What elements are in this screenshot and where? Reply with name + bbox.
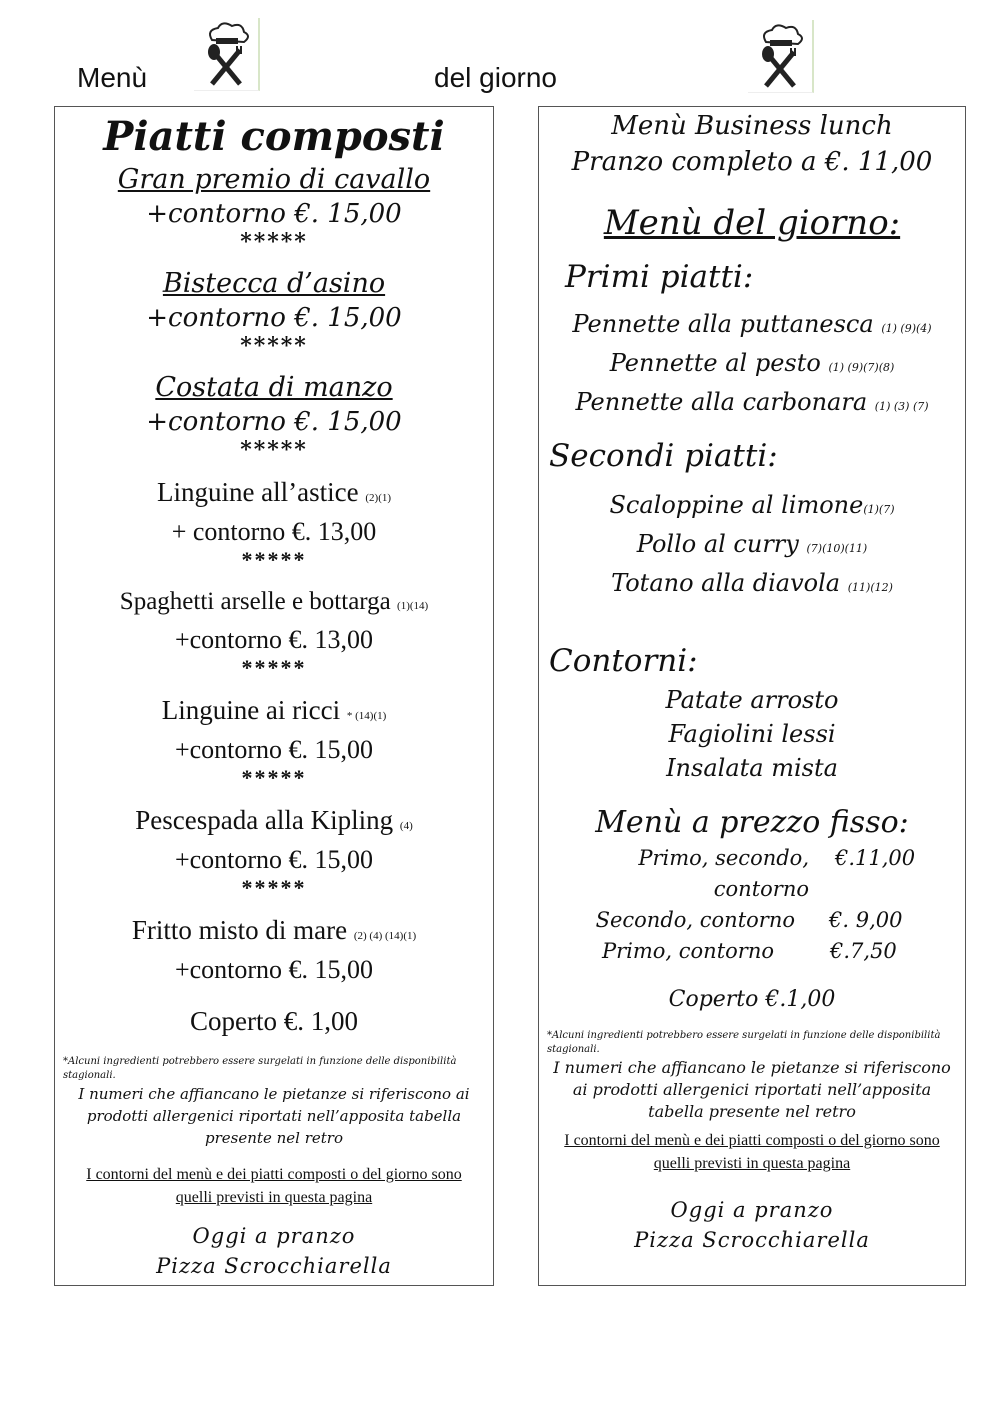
menu-item <box>539 346 965 385</box>
menu-item-name: Pollo al curry <box>636 530 799 558</box>
fisso-row <box>539 936 965 967</box>
header-menu-word: Menù <box>77 62 148 93</box>
dish-price: +contorno €. 15,00 <box>146 199 402 229</box>
contorni-note: I contorni del menù e dei piatti composti o del giorno sono quelli previsti in questa pagina <box>86 1166 462 1206</box>
dish-item <box>55 163 493 267</box>
allergen-codes: (1)(14) <box>397 600 429 612</box>
contorni-list <box>539 683 965 785</box>
primi-list <box>539 307 965 424</box>
separator: ***** <box>240 437 308 463</box>
dish-name: Linguine ai ricci <box>161 695 341 725</box>
menu-item-name: Scaloppine al limone <box>609 491 864 519</box>
frozen-ingredients-note: *Alcuni ingredienti potrebbero essere surgelati in funzione delle disponibilità stagionali. <box>547 1030 941 1055</box>
fisso-price: €.7,50 <box>830 939 897 963</box>
allergen-codes: (7)(10)(11) <box>806 542 868 555</box>
primi-heading: Primi piatti: <box>565 259 754 295</box>
fisso-name: Primo, contorno <box>601 939 774 963</box>
allergen-note: I numeri che affiancano le pietanze si riferiscono ai prodotti allergenici riportati nell’apposita tabella presente nel retro <box>78 1085 470 1147</box>
fisso-row <box>539 843 965 905</box>
menu-item <box>539 566 965 605</box>
dish-item <box>55 371 493 475</box>
separator: ***** <box>241 547 307 572</box>
allergen-codes: (4) <box>399 820 413 832</box>
dish-name: Costata di manzo <box>155 372 393 403</box>
piatti-composti-panel <box>54 106 494 1286</box>
dish-price: + contorno €. 13,00 <box>171 517 377 546</box>
separator: ***** <box>240 229 308 255</box>
chef-logo-graphic <box>748 20 812 92</box>
fisso-price: €.11,00 <box>835 846 916 870</box>
allergen-codes: (1) (9)(4) <box>881 322 932 335</box>
fisso-name: Primo, secondo, contorno <box>638 846 809 901</box>
dish-price: +contorno €. 15,00 <box>174 955 374 984</box>
contorno-item: Patate arrosto <box>665 686 839 714</box>
separator: ***** <box>241 875 307 900</box>
allergen-codes: (2)(1) <box>365 492 392 504</box>
dish-price: +contorno €. 15,00 <box>174 735 374 764</box>
business-lunch-heading: Menù Business lunch <box>611 111 893 141</box>
dish-name: Gran premio di cavallo <box>117 164 431 195</box>
menu-del-giorno-title: Menù del giorno: <box>603 203 901 243</box>
menu-item-name: Pennette al pesto <box>609 349 821 377</box>
dish-name: Bistecca d’asino <box>162 268 386 299</box>
prezzo-fisso-list <box>539 843 965 967</box>
menu-item <box>539 307 965 346</box>
menu-item <box>539 488 965 527</box>
frozen-ingredients-note: *Alcuni ingredienti potrebbero essere surgelati in funzione delle disponibilità stagionali. <box>63 1056 457 1081</box>
dish-item <box>55 475 493 585</box>
menu-item <box>539 527 965 566</box>
header-giorno-word: del giorno <box>434 62 557 93</box>
business-lunch-price: Pranzo completo a €. 11,00 <box>571 147 933 177</box>
allergen-codes: (2) (4) (14)(1) <box>353 930 417 942</box>
secondi-heading: Secondi piatti: <box>549 438 778 474</box>
allergen-codes: (1) (3) (7) <box>874 400 929 413</box>
menu-item-name: Pennette alla carbonara <box>575 388 868 416</box>
contorni-heading: Contorni: <box>549 643 698 679</box>
dish-price: +contorno €. 15,00 <box>146 407 402 437</box>
dish-price: +contorno €. 15,00 <box>174 845 374 874</box>
contorno-item: Insalata mista <box>666 754 838 782</box>
chef-logo-graphic <box>194 18 258 90</box>
dish-item <box>55 803 493 913</box>
contorni-note: I contorni del menù e dei piatti composti o del giorno sono quelli previsti in questa pagina <box>564 1132 940 1172</box>
separator: ***** <box>240 333 308 359</box>
allergen-codes: (1)(7) <box>863 503 895 516</box>
contorno-item: Fagiolini lessi <box>668 720 836 748</box>
coperto-price: Coperto €. 1,00 <box>190 1006 358 1036</box>
separator: ***** <box>241 765 307 790</box>
allergen-codes: (11)(12) <box>847 581 893 594</box>
dish-name: Linguine all’astice <box>156 477 359 507</box>
fisso-price: €. 9,00 <box>829 908 903 932</box>
menu-item-name: Totano alla diavola <box>611 569 841 597</box>
allergen-codes: (1) (9)(7)(8) <box>828 361 895 374</box>
chef-hat-cutlery-icon <box>748 20 814 93</box>
dish-item <box>55 585 493 693</box>
pizza-line-2: Pizza Scrocchiarella <box>156 1254 392 1278</box>
dish-item <box>55 693 493 803</box>
chef-hat-cutlery-icon <box>194 18 260 91</box>
pizza-line-1: Oggi a pranzo <box>670 1198 834 1222</box>
prezzo-fisso-title: Menù a prezzo fisso: <box>595 805 909 840</box>
dish-item <box>55 913 493 987</box>
dish-name: Spaghetti arselle e bottarga <box>119 588 391 615</box>
dish-item <box>55 267 493 371</box>
allergen-codes: * (14)(1) <box>346 710 387 722</box>
panel-title: Piatti composti <box>103 113 445 160</box>
dish-price: +contorno €. 13,00 <box>174 625 374 654</box>
dish-name: Fritto misto di mare <box>131 915 348 945</box>
coperto-price: Coperto €.1,00 <box>668 987 836 1012</box>
allergen-note: I numeri che affiancano le pietanze si riferiscono ai prodotti allergenici riportati nell’apposita tabella presente nel retro <box>553 1058 951 1121</box>
menu-item-name: Pennette alla puttanesca <box>572 310 874 338</box>
dish-name: Pescespada alla Kipling <box>135 805 394 835</box>
pizza-line-1: Oggi a pranzo <box>192 1224 356 1248</box>
menu-item <box>539 385 965 424</box>
separator: ***** <box>241 655 307 680</box>
dish-price: +contorno €. 15,00 <box>146 303 402 333</box>
business-lunch-panel <box>538 106 966 1286</box>
fisso-row <box>539 905 965 936</box>
secondi-list <box>539 488 965 605</box>
fisso-name: Secondo, contorno <box>595 908 795 932</box>
pizza-line-2: Pizza Scrocchiarella <box>634 1228 870 1252</box>
